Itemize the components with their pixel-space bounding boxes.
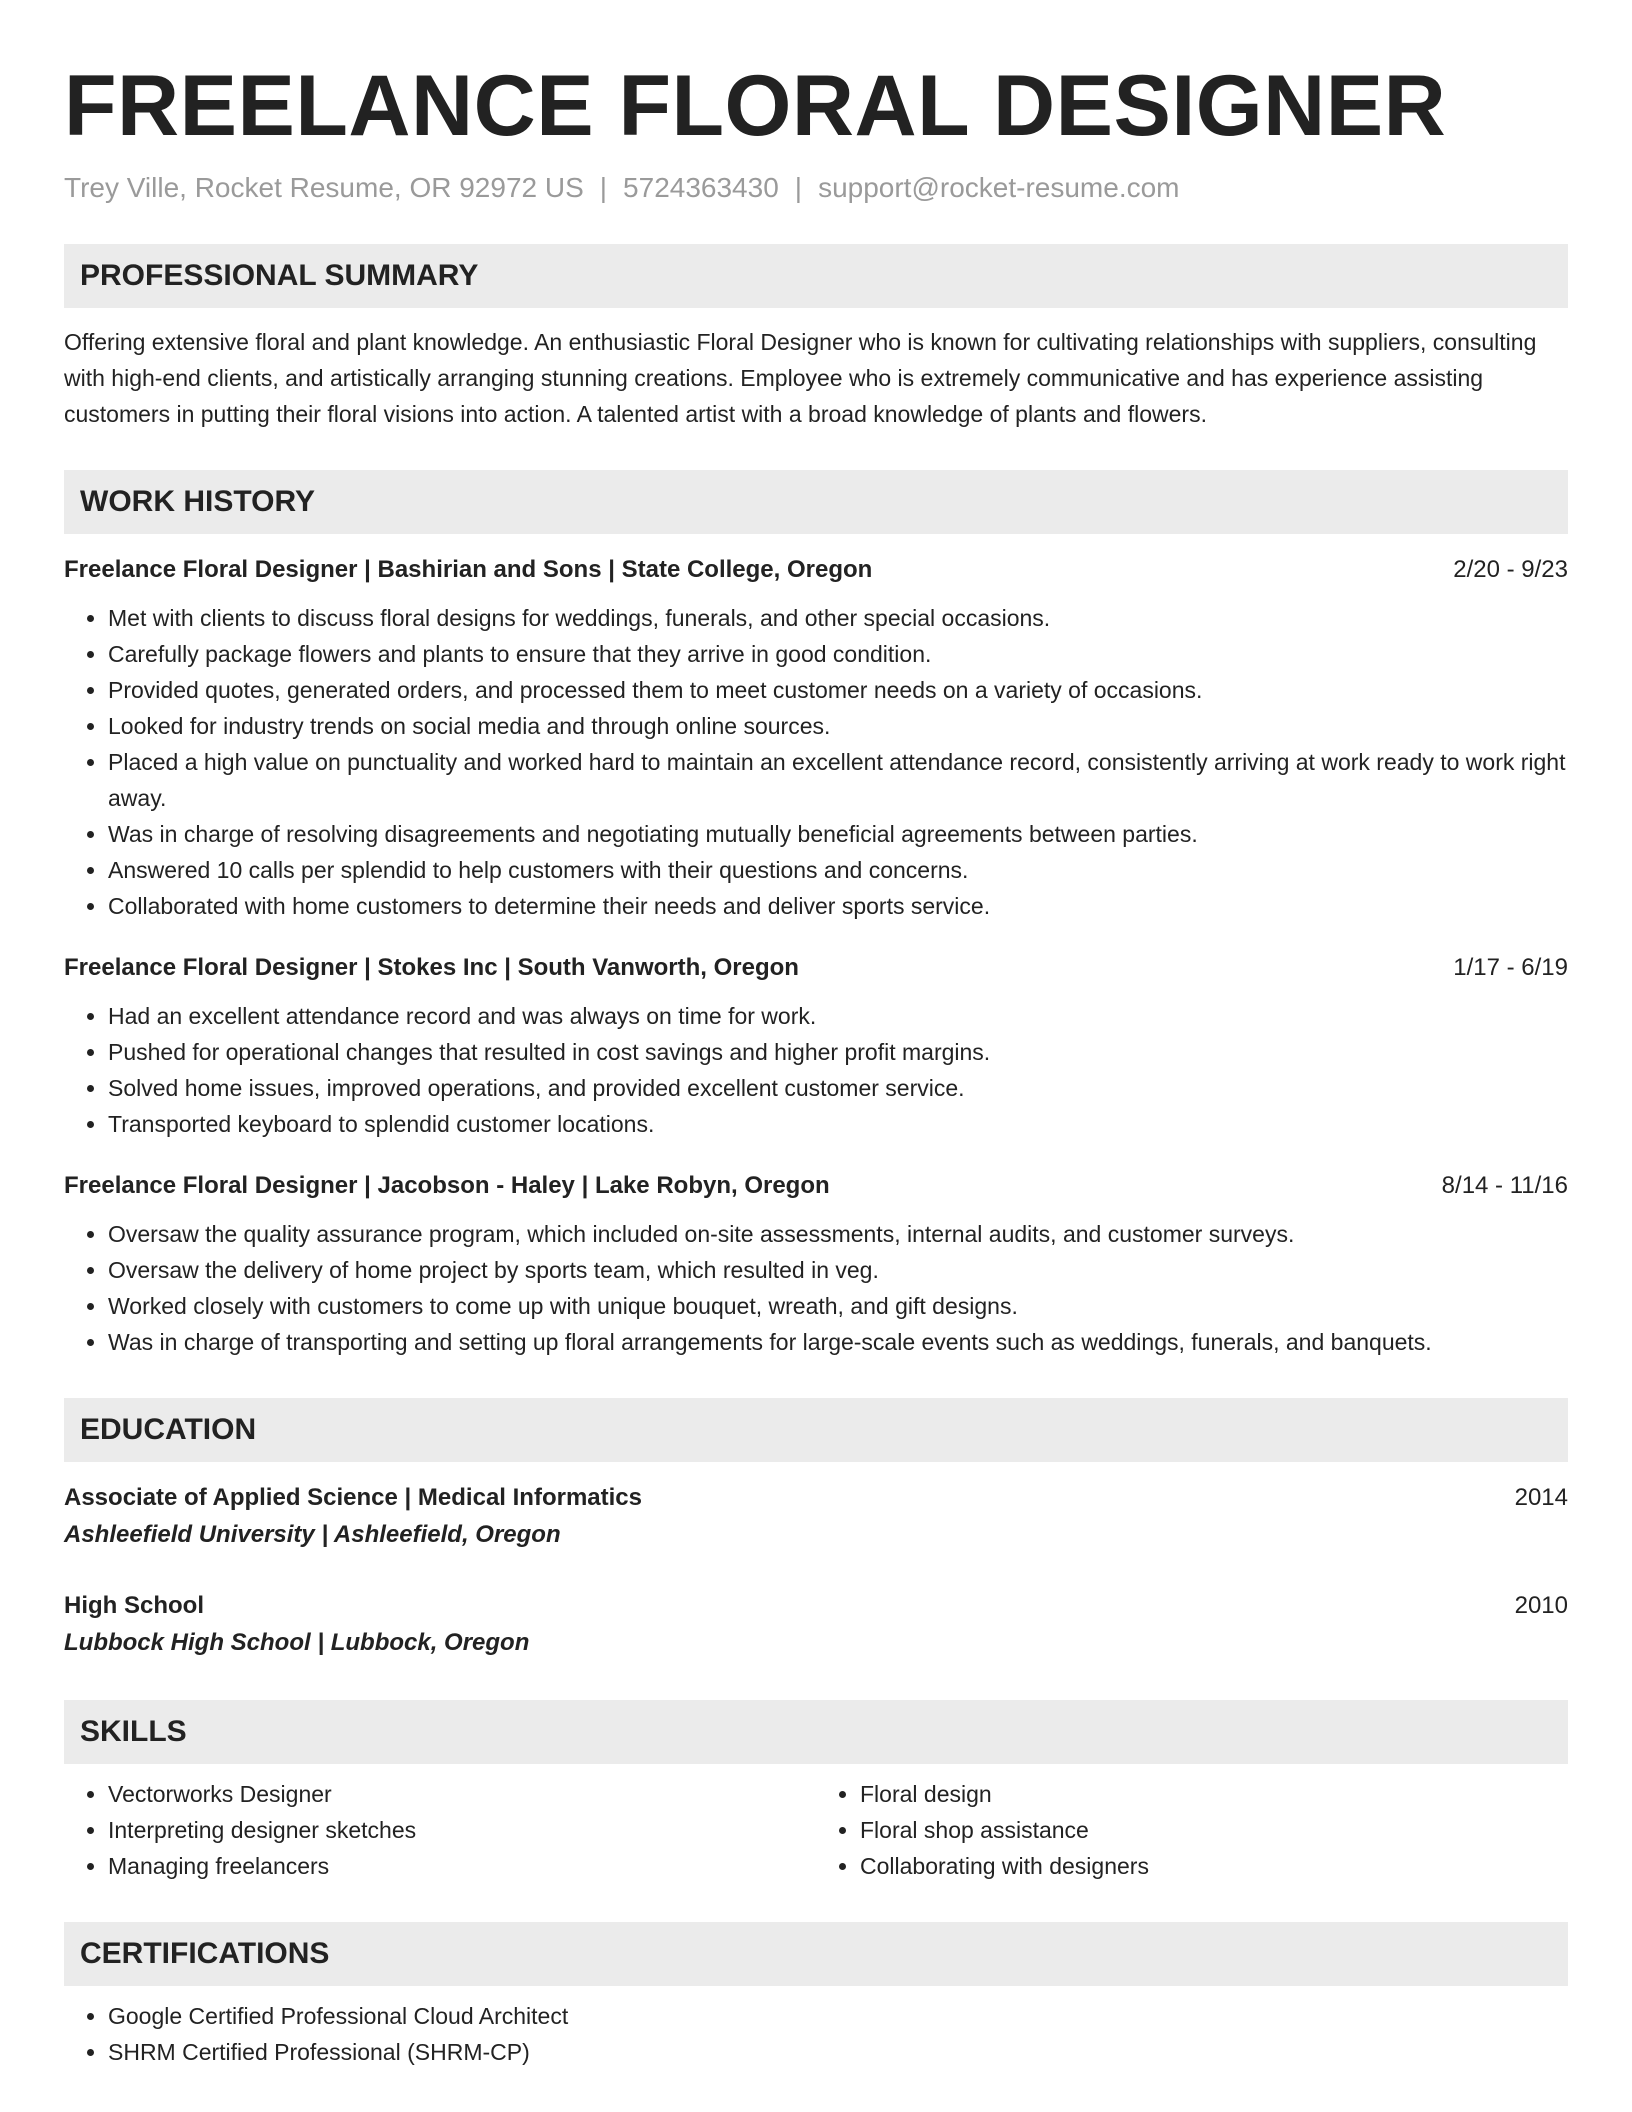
job-bullet: • Transported keyboard to splendid customer locations. [108, 1106, 1568, 1142]
certification-item: • SHRM Certified Professional (SHRM-CP) [108, 2034, 1568, 2070]
job-title: Freelance Floral Designer | Stokes Inc | South Vanworth, Oregon [64, 954, 799, 981]
job-entry [64, 950, 1568, 1142]
job-bullet: • Answered 10 calls per splendid to help customers with their questions and concerns. [108, 852, 1568, 888]
education-institution: Ashleefield University | Ashleefield, Oregon [64, 1521, 561, 1548]
job-dates: 8/14 - 11/16 [1441, 1172, 1568, 1199]
certifications-list [64, 1998, 1568, 2070]
education-year: 2014 [1514, 1484, 1568, 1511]
job-bullets [64, 998, 1568, 1142]
skills-list [64, 1776, 1568, 1884]
job-bullet: • Provided quotes, generated orders, and processed them to meet customer needs on a variety of occasions. [108, 672, 1568, 708]
job-bullet: • Oversaw the quality assurance program, which included on-site assessments, internal audits, and customer surveys. [108, 1216, 1568, 1252]
job-bullet: • Collaborated with home customers to determine their needs and deliver sports service. [108, 888, 1568, 924]
education-degree: High School [64, 1592, 204, 1619]
job-bullet: • Met with clients to discuss floral designs for weddings, funerals, and other special occasions. [108, 600, 1568, 636]
skills-column-left [64, 1776, 816, 1884]
job-bullet: • Pushed for operational changes that resulted in cost savings and higher profit margins. [108, 1034, 1568, 1070]
education-entry [64, 1588, 1568, 1662]
job-bullet: • Carefully package flowers and plants to ensure that they arrive in good condition. [108, 636, 1568, 672]
job-bullet: • Placed a high value on punctuality and worked hard to maintain an excellent attendance record, consistently arriving at work ready to work right away. [108, 744, 1568, 816]
job-bullet: • Oversaw the delivery of home project by sports team, which resulted in veg. [108, 1252, 1568, 1288]
contact-line [64, 170, 1568, 206]
job-bullets [64, 600, 1568, 924]
job-bullet: • Was in charge of transporting and setting up floral arrangements for large-scale events such as weddings, funerals, and banquets. [108, 1324, 1568, 1360]
education-degree: Associate of Applied Science | Medical Informatics [64, 1484, 642, 1511]
section-heading-summary: PROFESSIONAL SUMMARY [64, 244, 1568, 308]
job-bullet: • Solved home issues, improved operations, and provided excellent customer service. [108, 1070, 1568, 1106]
education-institution: Lubbock High School | Lubbock, Oregon [64, 1629, 530, 1656]
job-dates: 1/17 - 6/19 [1453, 954, 1568, 981]
skill-item: • Interpreting designer sketches [108, 1812, 816, 1848]
job-entry [64, 1168, 1568, 1360]
skills-column-right [816, 1776, 1568, 1884]
section-heading-certifications: CERTIFICATIONS [64, 1922, 1568, 1986]
job-title: Freelance Floral Designer | Bashirian and Sons | State College, Oregon [64, 556, 873, 583]
skill-item: • Vectorworks Designer [108, 1776, 816, 1812]
section-heading-skills: SKILLS [64, 1700, 1568, 1764]
job-dates: 2/20 - 9/23 [1453, 556, 1568, 583]
skill-item: • Managing freelancers [108, 1848, 816, 1884]
contact-phone: 5724363430 [623, 172, 779, 203]
job-title: Freelance Floral Designer | Jacobson - Haley | Lake Robyn, Oregon [64, 1172, 830, 1199]
contact-separator: | [794, 172, 803, 203]
job-bullet: • Worked closely with customers to come up with unique bouquet, wreath, and gift designs. [108, 1288, 1568, 1324]
education-year: 2010 [1514, 1592, 1568, 1619]
skill-item: • Floral design [860, 1776, 1568, 1812]
summary-text: Offering extensive floral and plant knowledge. An enthusiastic Floral Designer who is known for cultivating relationships with suppliers, consulting with high-end clients, and artistically arranging stunning creations. Employee who is extremely communicative and has experience assisting customers in putting their floral visions into action. A talented artist with a broad knowledge of plants and flowers. [64, 329, 1537, 427]
section-heading-education: EDUCATION [64, 1398, 1568, 1462]
skill-item: • Floral shop assistance [860, 1812, 1568, 1848]
resume-name: FREELANCE FLORAL DESIGNER [64, 58, 1447, 154]
section-heading-work: WORK HISTORY [64, 470, 1568, 534]
education-entry [64, 1480, 1568, 1554]
job-bullet: • Was in charge of resolving disagreements and negotiating mutually beneficial agreements between parties. [108, 816, 1568, 852]
certification-item: • Google Certified Professional Cloud Architect [108, 1998, 1568, 2034]
job-bullet: • Looked for industry trends on social media and through online sources. [108, 708, 1568, 744]
job-bullet: • Had an excellent attendance record and was always on time for work. [108, 998, 1568, 1034]
job-bullets [64, 1216, 1568, 1360]
contact-separator: | [599, 172, 608, 203]
contact-address: Trey Ville, Rocket Resume, OR 92972 US [64, 172, 584, 203]
skill-item: • Collaborating with designers [860, 1848, 1568, 1884]
job-entry [64, 552, 1568, 924]
contact-email: support@rocket-resume.com [818, 172, 1180, 203]
